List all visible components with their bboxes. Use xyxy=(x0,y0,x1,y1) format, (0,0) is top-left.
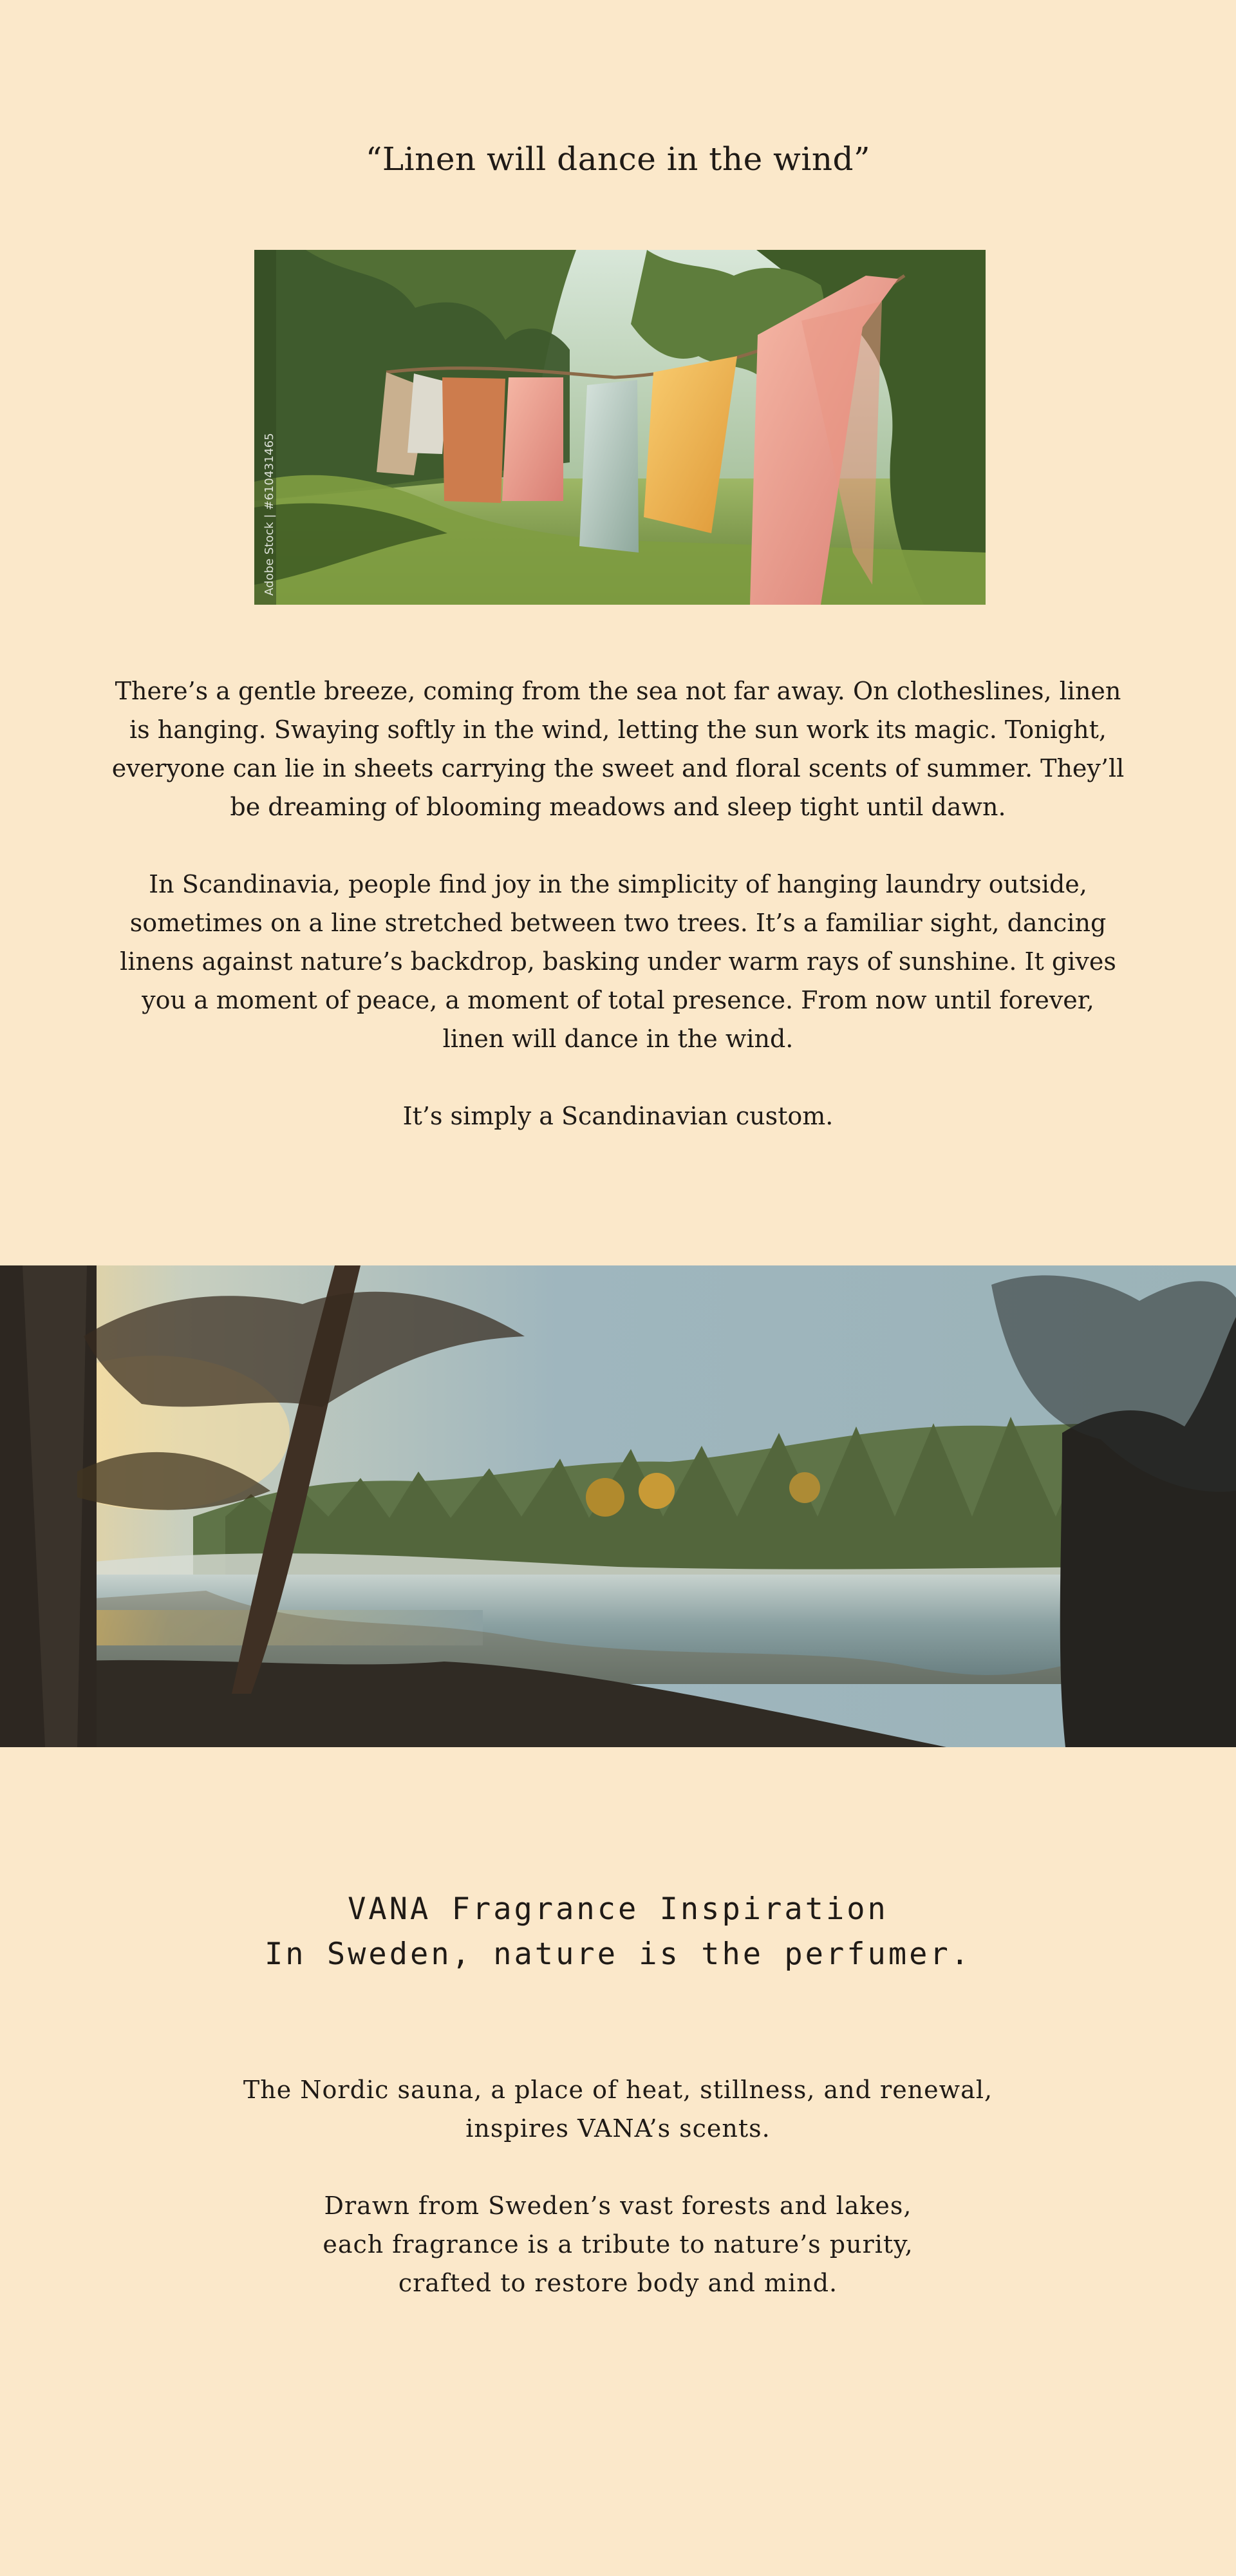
fragrance-heading xyxy=(0,1887,1236,1977)
fragrance-paragraph-1 xyxy=(212,2070,1024,2148)
fragrance-paragraph-1-line-1: The Nordic sauna, a place of heat, stillness, and renewal, xyxy=(243,2076,993,2104)
story-paragraph-1: There’s a gentle breeze, coming from the sea not far away. On clotheslines, linen is hanging. Swaying softly in the wind, letting the sun work its magic. Tonight, everyone can lie in sheets carrying the sweet and floral scents of summer. They’ll be dreaming of blooming meadows and sleep tight until dawn. xyxy=(111,677,1125,821)
story-paragraph-2: In Scandinavia, people find joy in the simplicity of hanging laundry outside, sometimes on a line stretched between two trees. It’s a familiar sight, dancing linens against nature’s backdrop, basking under warm rays of sunshine. It gives you a moment of peace, a moment of total presence. From now until forever, linen will dance in the wind. xyxy=(120,870,1116,1053)
linen-story xyxy=(109,672,1127,1174)
fragrance-paragraph-2-line-1: Drawn from Sweden’s vast forests and lakes, xyxy=(324,2192,912,2220)
fragrance-title: VANA Fragrance Inspiration xyxy=(348,1891,888,1927)
clothesline-photo xyxy=(254,250,986,605)
story-paragraph-3: It’s simply a Scandinavian custom. xyxy=(402,1102,834,1130)
fragrance-paragraph-2-line-2: each fragrance is a tribute to nature’s purity, xyxy=(323,2230,913,2259)
fragrance-paragraph-1-line-2: inspires VANA’s scents. xyxy=(465,2114,771,2143)
fragrance-description xyxy=(212,2070,1024,2341)
stock-watermark: Adobe Stock | #610431465 xyxy=(263,433,276,596)
fragrance-subtitle: In Sweden, nature is the perfumer. xyxy=(264,1937,972,1972)
quote-heading: “Linen will dance in the wind” xyxy=(365,140,871,178)
fragrance-paragraph-2 xyxy=(212,2186,1024,2302)
lake-forest-photo xyxy=(0,1265,1236,1747)
fragrance-paragraph-2-line-3: crafted to restore body and mind. xyxy=(398,2269,838,2297)
